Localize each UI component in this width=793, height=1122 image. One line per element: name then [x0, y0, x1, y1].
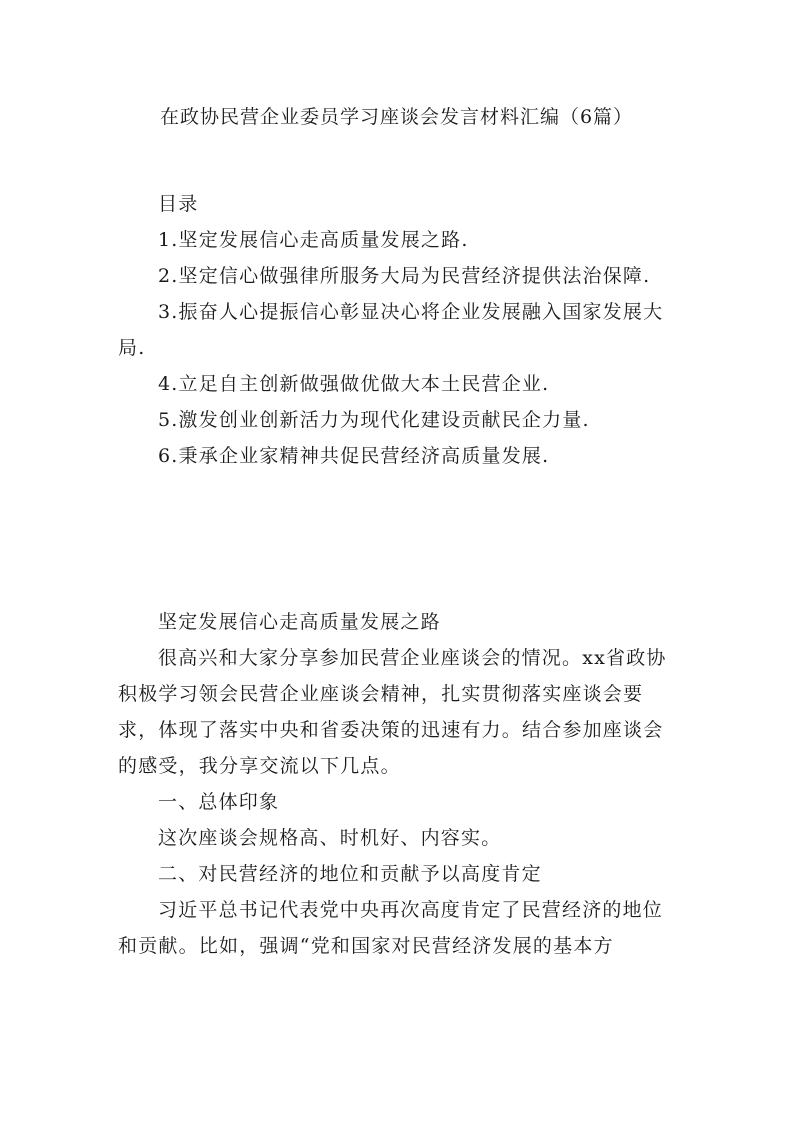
toc-heading: 目录 — [158, 193, 199, 215]
article-paragraph: 这次座谈会规格高、时机好、内容实。 — [158, 827, 502, 849]
section-heading-affirmation: 二、对民营经济的地位和贡献予以高度肯定 — [158, 863, 542, 885]
toc-item-3: 3.振奋人心提振信心彰显决心将企业发展融入国家发展大局. — [118, 301, 664, 359]
toc-item-2: 2.坚定信心做强律所服务大局为民营经济提供法治保障. — [158, 265, 651, 287]
toc-item-6: 6.秉承企业家精神共促民营经济高质量发展. — [158, 445, 550, 467]
document-title: 在政协民营企业委员学习座谈会发言材料汇编（6篇） — [159, 106, 634, 128]
article-paragraph-intro: 很高兴和大家分享参加民营企业座谈会的情况。xx省政协积极学习领会民营企业座谈会精神，扎实贯彻落实座谈会要求，体现了落实中央和省委决策的迅速有力。结合参加座谈会的感受，我分享交流以下几点。 — [118, 647, 667, 777]
toc-item-4: 4.立足自主创新做强做优做大本土民营企业. — [158, 373, 550, 395]
table-of-contents — [118, 186, 678, 474]
toc-item-1: 1.坚定发展信心走高质量发展之路. — [158, 229, 469, 251]
section-heading-overall-impression: 一、总体印象 — [158, 791, 280, 813]
article-paragraph: 习近平总书记代表党中央再次高度肯定了民营经济的地位和贡献。比如，强调“党和国家对民营经济发展的基本方 — [118, 899, 664, 957]
article-heading: 坚定发展信心走高质量发展之路 — [158, 611, 441, 633]
toc-item-5: 5.激发创业创新活力为现代化建设贡献民企力量. — [158, 409, 590, 431]
article-section — [118, 604, 678, 964]
